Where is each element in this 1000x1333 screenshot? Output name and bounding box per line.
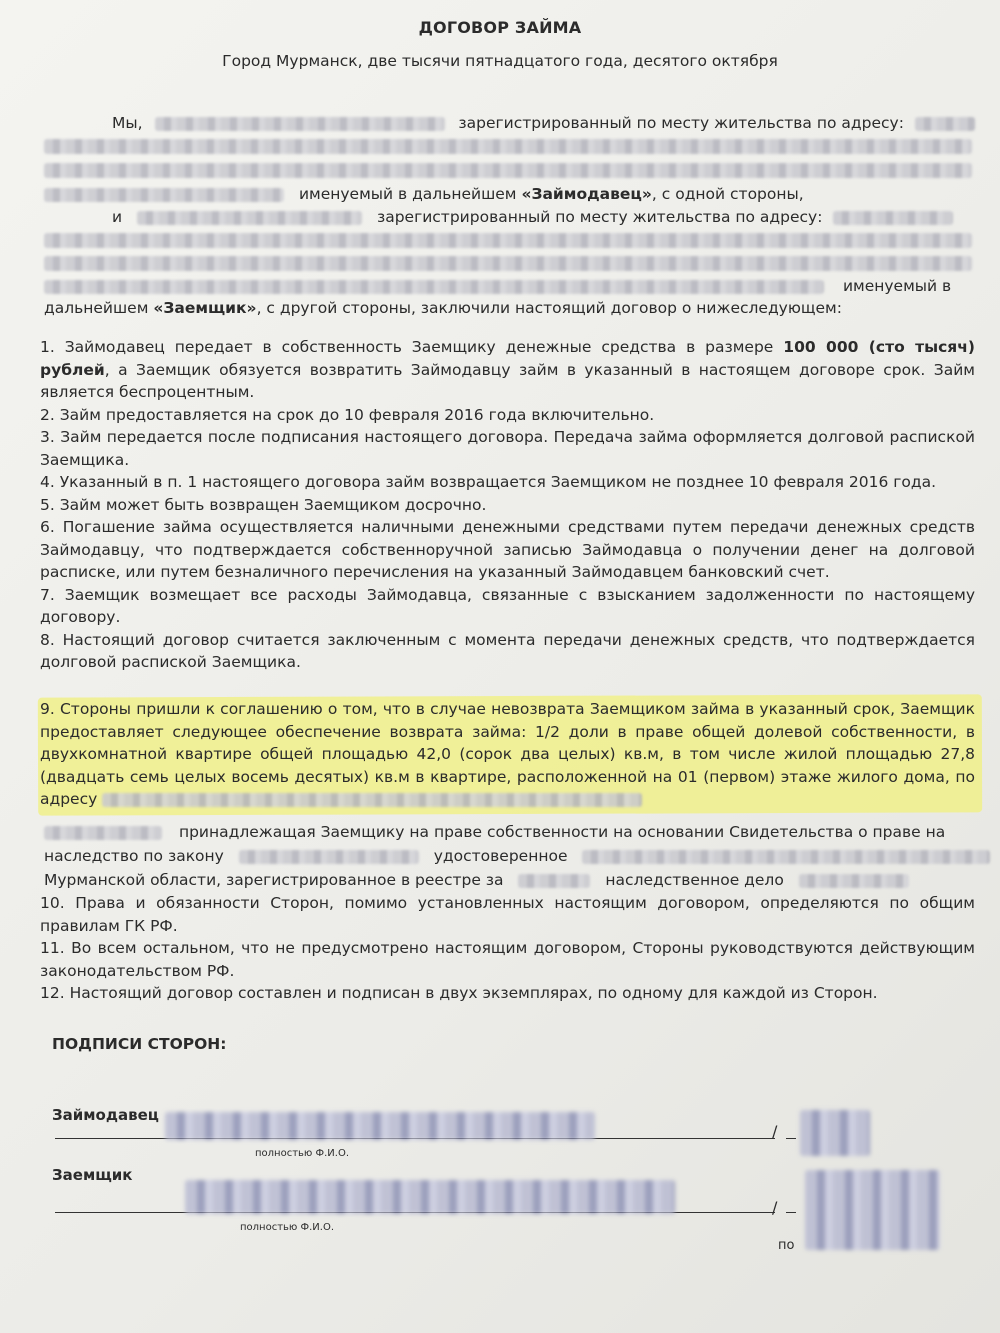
redacted-notary xyxy=(582,850,990,864)
intro-we: Мы, xyxy=(112,114,143,132)
lender-label: Займодавец xyxy=(52,1106,159,1124)
intro-line-4 xyxy=(44,184,804,204)
lender-separator: / xyxy=(772,1122,778,1141)
intro-line-1 xyxy=(112,113,975,133)
intro-line-8 xyxy=(44,276,951,296)
redacted-case-number xyxy=(799,874,909,888)
redacted-line xyxy=(44,230,972,250)
clause-12: 12. Настоящий договор составлен и подписан в двух экземплярах, по одному для каждой из Сторон. xyxy=(40,984,878,1002)
redacted-line xyxy=(44,136,972,156)
clause-9-line-4 xyxy=(44,870,909,890)
intro-reg-2: зарегистрированный по месту жительства по адресу: xyxy=(376,208,823,226)
intro-side-2: , с другой стороны, заключили настоящий договор о нижеследующем: xyxy=(256,299,842,317)
intro-further: дальнейшем xyxy=(44,299,149,317)
clause-10: 10. Права и обязанности Сторон, помимо установленных настоящим договором, определяются по общим правилам ГК РФ. xyxy=(40,894,975,935)
document-subtitle: Город Мурманск, две тысячи пятнадцатого года, десятого октября xyxy=(222,52,778,70)
redacted-address xyxy=(915,117,975,131)
clauses-block xyxy=(40,336,975,674)
redacted-address xyxy=(833,211,953,225)
intro-line-5 xyxy=(112,207,953,227)
borrower-signature-mark xyxy=(805,1170,940,1250)
borrower-separator: / xyxy=(772,1198,778,1217)
clause-7: 7. Заемщик возмещает все расходы Займодавца, связанные с взысканием задолженности по настоящему договору. xyxy=(40,585,975,626)
clause-1-text: 1. Займодавец передает в собственность Заемщику денежные средства в размере xyxy=(40,338,784,356)
redacted-borrower-name xyxy=(137,211,362,225)
borrower-sign-line xyxy=(786,1212,796,1213)
clause-8: 8. Настоящий договор считается заключенным с момента передачи денежных средств, что подтверждается долговой распиской Заемщика. xyxy=(40,630,975,671)
redacted-lender-fullname xyxy=(165,1112,595,1140)
clause-3: 3. Займ передается после подписания настоящего договора. Передача займа оформляется долговой распиской Заемщика. xyxy=(40,428,975,469)
clause-9-highlighted: 9. Стороны пришли к соглашению о том, что в случае невозврата Заемщиком займа в указанный срок, Заемщик предоставляет следующее обеспечение возврата займа: 1/2 доли в праве общей долевой собственности, в двухкомнатной квартире общей площадью 42,0 (сорок два целых) кв.м, в том числе жилой площадью 27,8 (двадцать семь целых восемь десятых) кв.м в квартире, расположенной на 01 (первом) этаже жилого дома, xyxy=(40,700,975,786)
document-title: ДОГОВОР ЗАЙМА xyxy=(418,18,582,37)
intro-line-9 xyxy=(44,298,842,318)
borrower-fullname-caption: полностью Ф.И.О. xyxy=(240,1222,335,1233)
clause-6: 6. Погашение займа осуществляется наличными денежными средствами путем передачи денежных средств Займодавцу, что подтверждается собственноручной записью Займодавца о получении денег на долговой расписке, или путем безналичного перечисления на указанный Займодавцем банковский счет. xyxy=(40,518,975,581)
clause-9-case: наследственное дело xyxy=(605,871,784,889)
lender-signature-mark xyxy=(800,1110,870,1156)
clause-1-text-b: , а Заемщик обязуется возвратить Займодавцу займ в указанный в настоящем договоре срок. Займ является беспроцентным. xyxy=(40,360,975,401)
redacted-borrower-fullname xyxy=(185,1180,675,1214)
lender-fullname-caption: полностью Ф.И.О. xyxy=(255,1148,350,1159)
redacted-address xyxy=(44,280,824,294)
redacted-address xyxy=(44,188,284,202)
clause-9-certified: удостоверенное xyxy=(433,847,568,865)
clause-9-basis: принадлежащая Заемщику на праве собственности на основании Свидетельства о праве на xyxy=(178,823,946,841)
clause-4: 4. Указанный в п. 1 настоящего договора займ возвращается Заемщиком не позднее 10 февраля 2016 года. xyxy=(40,473,937,491)
redacted-address xyxy=(102,793,642,807)
clause-9-address-label: по адресу xyxy=(40,767,975,808)
intro-reg-1: зарегистрированный по месту жительства по адресу: xyxy=(458,114,904,132)
lender-term: «Займодавец» xyxy=(521,185,652,203)
intro-named-2: именуемый в xyxy=(842,277,952,295)
clauses-final-block xyxy=(40,892,975,1005)
borrower-po: по xyxy=(778,1238,795,1253)
redacted-registry-number xyxy=(518,874,590,888)
clause-1-amount: 100 000 (сто тысяч) рублей xyxy=(40,338,975,379)
intro-and: и xyxy=(112,208,123,226)
redacted-line xyxy=(44,253,972,273)
redacted-line xyxy=(44,160,972,180)
clause-9 xyxy=(40,698,975,811)
clause-9-line-2 xyxy=(44,822,945,842)
clause-1 xyxy=(40,336,975,404)
redacted-address xyxy=(44,826,162,840)
redacted-date xyxy=(239,850,419,864)
clause-11: 11. Во всем остальном, что не предусмотрено настоящим договором, Стороны руководствуются действующим законодательством РФ. xyxy=(40,939,975,980)
signatures-heading: ПОДПИСИ СТОРОН: xyxy=(52,1035,227,1053)
clause-9-registry: Мурманской области, зарегистрированное в реестре за xyxy=(44,871,504,889)
clause-9-inheritance: наследство по закону xyxy=(44,847,224,865)
borrower-label: Заемщик xyxy=(52,1166,133,1184)
intro-side-1: , с одной стороны, xyxy=(651,185,804,203)
clause-2: 2. Займ предоставляется на срок до 10 февраля 2016 года включительно. xyxy=(40,405,655,424)
borrower-term: «Заемщик» xyxy=(153,299,257,317)
clause-9-text xyxy=(40,698,975,811)
redacted-lender-name xyxy=(155,117,445,131)
clause-5: 5. Займ может быть возвращен Заемщиком досрочно. xyxy=(40,495,487,514)
intro-named-1: именуемый в дальнейшем xyxy=(298,185,517,203)
clause-9-line-3 xyxy=(44,846,990,866)
lender-sign-line xyxy=(786,1138,796,1139)
